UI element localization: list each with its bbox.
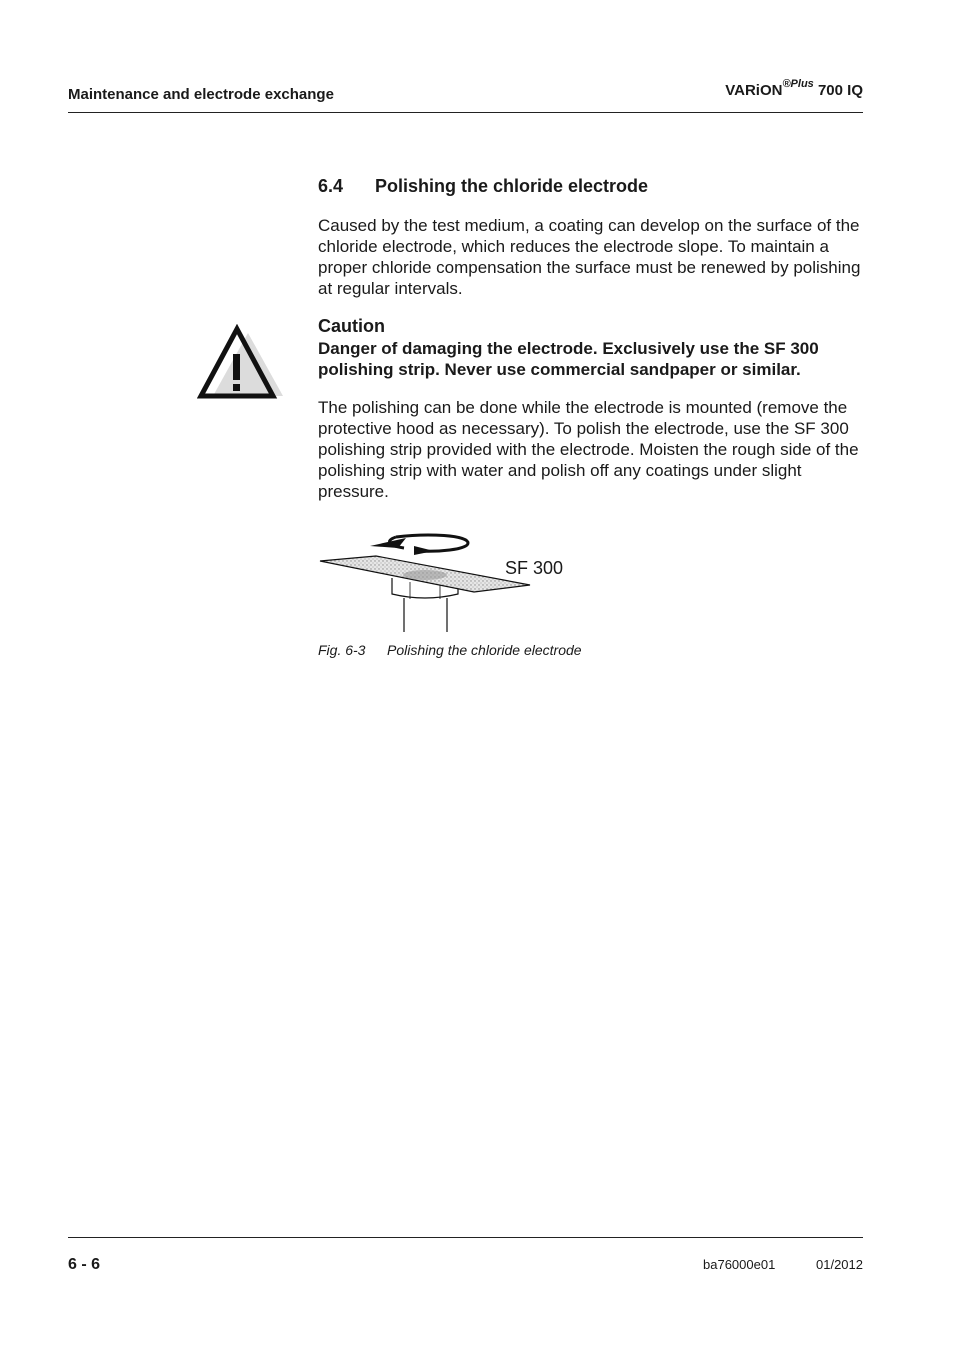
rotation-arrow-icon: [370, 535, 468, 555]
figure-caption: [318, 642, 582, 658]
running-header-product: [725, 78, 863, 99]
section-heading: [318, 176, 648, 197]
caution-text: Danger of damaging the electrode. Exclusively use the SF 300 polishing strip. Never use commercial sandpaper or similar.: [318, 339, 819, 379]
product-model: 700 IQ: [813, 82, 863, 99]
document-date: 01/2012: [816, 1257, 863, 1272]
running-header-title: Maintenance and electrode exchange: [68, 86, 334, 103]
caption-text: Polishing the chloride electrode: [387, 642, 582, 658]
intro-paragraph: Caused by the test medium, a coating can develop on the surface of the chloride electrode, which reduces the electrode slope. To maintain a proper chloride compensation the surface must be renewed by polishing at regular intervals.: [318, 216, 861, 298]
section-number: 6.4: [318, 176, 344, 196]
footer-rule: [68, 1237, 863, 1238]
polishing-illustration: [318, 528, 588, 634]
warning-triangle-icon: [197, 324, 283, 402]
document-id: ba76000e01: [703, 1257, 776, 1272]
caption-number: Fig. 6-3: [318, 642, 366, 658]
section-title: Polishing the chloride electrode: [375, 176, 649, 196]
page-number: 6 - 6: [68, 1256, 101, 1273]
product-superscript: ®Plus: [782, 78, 814, 90]
strip-label: SF 300: [505, 558, 564, 578]
instructions-paragraph: The polishing can be done while the electrode is mounted (remove the protective hood as necessary). To polish the electrode, use the SF 300 polishing strip provided with the electrode. Moisten the rough side of the polishing strip with water and polish off any coatings under slight pressure.: [318, 398, 859, 501]
header-rule: [68, 112, 863, 113]
product-brand: VARiON: [725, 82, 783, 99]
caution-heading: Caution: [318, 316, 385, 336]
